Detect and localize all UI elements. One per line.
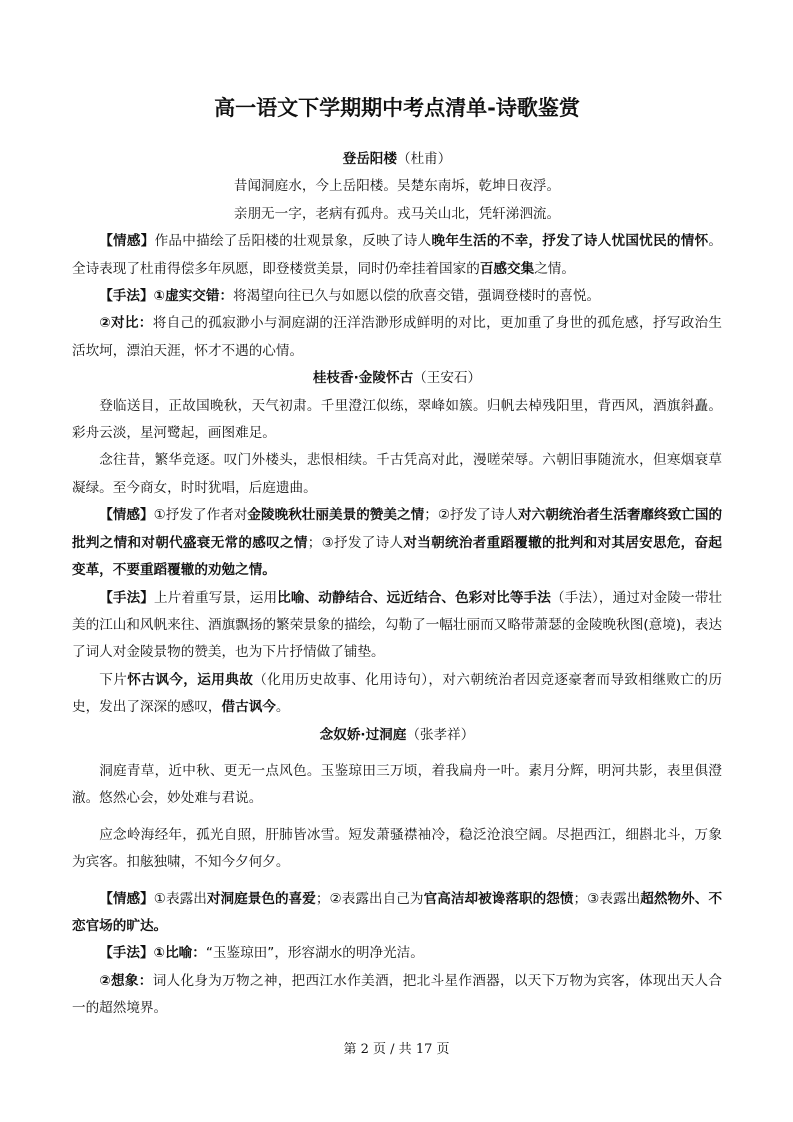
text-segment: 登临送目，正故国晚秋，天气初肃。千里澄江似练，翠峰如簇。归帆去棹残阳里，背西风，酒旗斜矗。彩舟云淡，星河鹭起，画图难足。 [72,397,722,442]
bold-text: 【情感】 [99,233,155,250]
poem-author: （杜甫） [397,151,452,167]
analysis-paragraph [72,310,722,365]
bold-text: 对洞庭景色的喜爱 [206,890,316,907]
analysis-paragraph [72,968,722,1023]
bold-text: 【情感】 [99,507,154,524]
text-segment: 之情。 [534,260,575,277]
text-segment: （手法），通过对金陵一带壮美的江山和风帆来往、酒旗飘扬的繁荣景象的描绘，勾勒了一幅壮丽而又略带萧瑟的金陵晚秋图(意境)，表达了词人对金陵景物的赞美，也为下片抒情做了铺垫。 [72,589,723,661]
bold-text: 【情感】 [99,890,154,907]
text-segment: ①表露出 [153,890,207,907]
bold-text: ②对比： [99,315,153,332]
text-segment: ；②抒发了诗人 [424,507,519,524]
text-segment: 。 [275,699,290,716]
bold-text: 借古讽今 [221,699,276,716]
text-segment: 念往昔，繁华竞逐。叹门外楼头，悲恨相续。千古凭高对此，漫嗟荣辱。六朝旧事随流水，但寒烟衰草凝绿。至今商女，时时犹唱，后庭遗曲。 [72,452,722,496]
poem-title [72,722,722,749]
bold-text: 官高洁却被谗落职的怨愤 [423,890,574,907]
analysis-paragraph [72,585,722,667]
bold-text: 超然物外、不恋官场的旷达。 [72,890,723,934]
analysis-paragraph [72,447,722,502]
document-content [72,146,722,1023]
analysis-paragraph [72,940,722,967]
poem-title [72,365,722,392]
bold-text: 百感交集 [479,260,535,277]
page-footer: 第 2 页 / 共 17 页 [343,1042,450,1057]
page-title: 高一语文下学期期中考点清单-诗歌鉴赏 [214,96,580,120]
analysis-paragraph [72,886,722,941]
text-segment: ①抒发了作者对 [153,507,248,524]
text-segment: “玉鉴琼田”，形容湖水的明净光洁。 [205,945,424,962]
text-segment: 上片着重写景，运用 [153,589,278,606]
analysis-paragraph [72,667,722,722]
text-segment: 词人化身为万物之神，把西江水作美酒，把北斗星作酒器，以天下万物为宾客，体现出天人合一的超然境界。 [72,972,723,1017]
analysis-paragraph [72,393,722,448]
bold-text: 【手法】 [99,589,154,606]
analysis-paragraph [72,822,722,877]
analysis-paragraph [72,228,722,283]
poem-name: 登岳阳楼 [342,151,397,167]
bold-text: 怀古讽今，运用典故 [127,671,254,688]
poem-title [72,146,722,173]
poem-author: （张孝祥） [406,726,475,743]
analysis-paragraph [72,758,722,813]
text-segment: 下片 [99,671,128,688]
poem-section [72,365,722,721]
text-segment: ；③表露出 [573,890,641,907]
bold-text: 对当朝统治者重蹈覆辙的批判和对其居安思危，奋起变革，不要重蹈覆辙的劝勉之情。 [72,534,723,579]
bold-text: 对六朝统治者生活奢靡终致亡国的批判之情和对朝代盛衰无常的感叹之情 [72,507,723,551]
text-segment: ；②表露出自己为 [315,890,424,907]
text-segment: ；③抒发了诗人 [307,534,404,551]
text-segment: 洞庭青草，近中秋、更无一点风色。玉鉴琼田三万顷，着我扁舟一叶。素月分辉，明河共影，表里俱澄澈。悠然心会，妙处难与君说。 [72,762,722,807]
analysis-paragraph [72,502,722,584]
poem-name: 桂枝香·金陵怀古 [312,370,414,387]
poem-name: 念奴娇·过洞庭 [319,726,407,743]
bold-text: 比喻、动静结合、远近结合、色彩对比等手法 [277,589,551,606]
text-segment: 将自己的孤寂渺小与洞庭湖的汪洋浩渺形成鲜明的对比，更加重了身世的孤危感，抒写政治生活坎坷，漂泊天涯，怀才不遇的心情。 [72,315,723,359]
poem-verse: 亲朋无一字，老病有孤舟。戎马关山北，凭轩涕泗流。 [233,205,561,222]
text-segment: 应念岭海经年，孤光自照，肝肺皆冰雪。短发萧骚襟袖冷，稳泛沧浪空阔。尽挹西江，细斟北斗，万象为宾客。扣舷独啸，不知今夕何夕。 [72,826,722,871]
bold-text: 【手法】①虚实交错： [99,288,234,305]
analysis-paragraph [72,283,722,310]
text-segment: （化用历史故事、化用诗句），对六朝统治者因竞逐豪奢而导致相继败亡的历史，发出了深深的感叹， [72,671,723,716]
text-segment: 。全诗表现了杜甫得偿多年夙愿，即登楼赏美景，同时仍牵挂着国家的 [72,233,723,277]
bold-text: 金陵晚秋壮丽美景的赞美之情 [247,507,425,524]
poem-section [72,722,722,1023]
poem-author: （王安石） [413,370,482,387]
bold-text: 【手法】①比喻： [99,945,206,962]
text-segment: 将渴望向往已久与如愿以偿的欣喜交错，强调登楼时的喜悦。 [233,288,601,305]
poem-section [72,146,722,365]
bold-text: 晚年生活的不幸，抒发了诗人忧国忧民的情怀 [431,233,709,250]
bold-text: ②想象： [99,972,153,989]
poem-verse: 昔闻洞庭水，今上岳阳楼。吴楚东南坼，乾坤日夜浮。 [233,178,561,195]
text-segment: 作品中描绘了岳阳楼的壮观景象，反映了诗人 [154,233,432,250]
